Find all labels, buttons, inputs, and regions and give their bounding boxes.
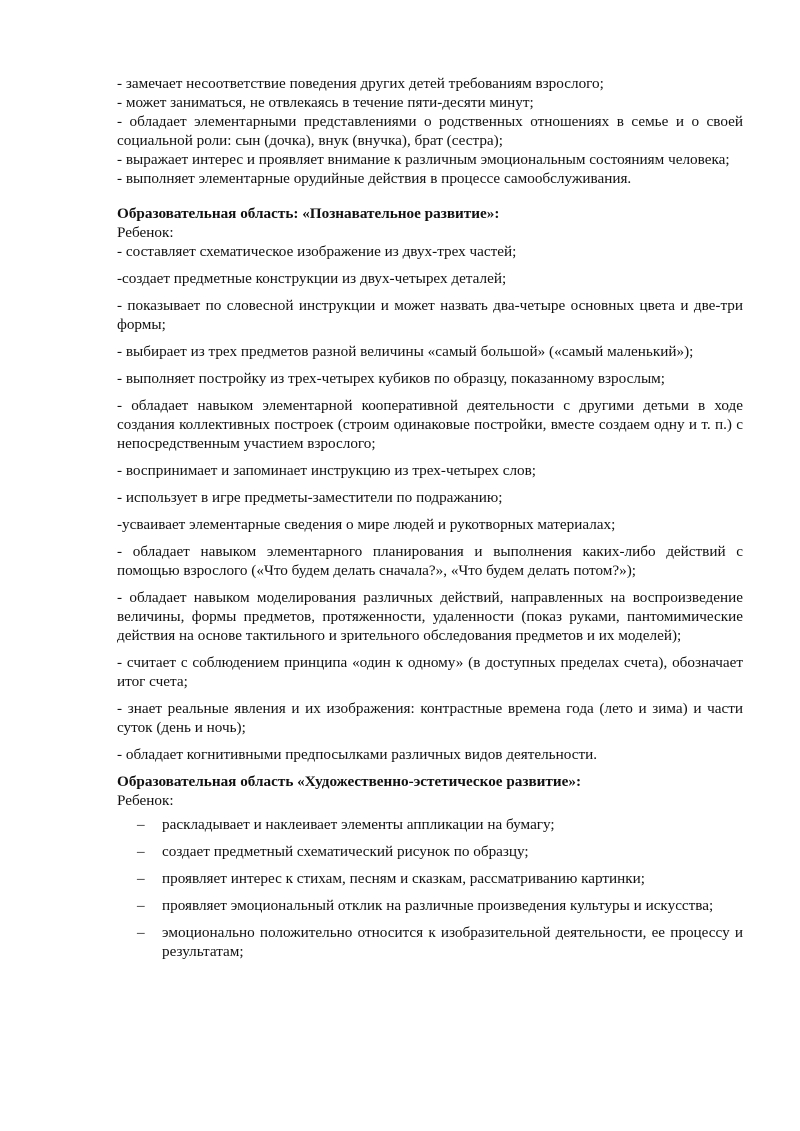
- dash-bullet: –: [137, 924, 145, 941]
- section-heading: Образовательная область «Художественно-эстетическое развитие»:: [117, 773, 582, 790]
- list-item: - воспринимает и запоминает инструкцию из трех-четырех слов;: [117, 462, 537, 479]
- list-item-text: проявляет интерес к стихам, песням и сказкам, рассматриванию картинки;: [162, 870, 646, 887]
- list-item: - обладает навыком моделирования различных действий, направленных на воспроизведение величины, формы предметов, протяженности, удаленности (показ руками, пантомимические действия на основе тактильного и зрительного обследования предметов и их моделей);: [117, 589, 743, 644]
- dash-bullet: –: [137, 816, 145, 833]
- list-item: - составляет схематическое изображение из двух-трех частей;: [117, 243, 517, 260]
- list-item: - считает с соблюдением принципа «один к одному» (в доступных пределах счета), обозначает итог счета;: [117, 654, 743, 690]
- list-item-text: раскладывает и наклеивает элементы аппликации на бумагу;: [162, 816, 555, 833]
- list-item: [117, 923, 743, 961]
- list-item: - выполняет постройку из трех-четырех кубиков по образцу, показанному взрослым;: [117, 370, 665, 387]
- dash-bullet: –: [137, 870, 145, 887]
- list-item: -усваивает элементарные сведения о мире людей и рукотворных материалах;: [117, 516, 616, 533]
- list-item-text: проявляет эмоциональный отклик на различные произведения культуры и искусства;: [162, 897, 714, 914]
- list-item-text: создает предметный схематический рисунок по образцу;: [162, 843, 529, 860]
- list-item: - обладает навыком элементарной кооперативной деятельности с другими детьми в ходе создания коллективных построек (строим одинаковые постройки, вместе создаем одну и т. п.) с непосредственным участием взрослого;: [117, 397, 743, 452]
- list-item: [117, 869, 743, 888]
- list-item: - знает реальные явления и их изображения: контрастные времена года (лето и зима) и части суток (день и ночь);: [117, 700, 743, 736]
- list-item: - может заниматься, не отвлекаясь в течение пяти-десяти минут;: [117, 94, 534, 111]
- cognitive-section: [117, 204, 743, 764]
- list-item: - выражает интерес и проявляет внимание к различным эмоциональным состояниям человека;: [117, 151, 730, 168]
- list-item: - выбирает из трех предметов разной величины «самый большой» («самый маленький»);: [117, 343, 694, 360]
- list-item: - обладает когнитивными предпосылками различных видов деятельности.: [117, 746, 598, 763]
- list-item: [117, 842, 743, 861]
- list-item: - показывает по словесной инструкции и может назвать два-четыре основных цвета и две-три формы;: [117, 297, 743, 333]
- section-subject: Ребенок:: [117, 224, 174, 241]
- dash-list: [117, 815, 743, 961]
- section-subject: Ребенок:: [117, 792, 174, 809]
- dash-bullet: –: [137, 843, 145, 860]
- list-item: [117, 896, 743, 915]
- list-item: - обладает навыком элементарного планирования и выполнения каких-либо действий с помощью взрослого («Что будем делать сначала?», «Что будем делать потом?»);: [117, 543, 743, 579]
- dash-bullet: –: [137, 897, 145, 914]
- intro-list: [117, 74, 743, 188]
- list-item: -создает предметные конструкции из двух-четырех деталей;: [117, 270, 507, 287]
- list-item-text: эмоционально положительно относится к изобразительной деятельности, ее процессу и результатам;: [162, 924, 743, 960]
- list-item: [117, 815, 743, 834]
- list-item: - замечает несоответствие поведения других детей требованиям взрослого;: [117, 75, 604, 92]
- list-item: - выполняет элементарные орудийные действия в процессе самообслуживания.: [117, 170, 632, 187]
- document-page: [117, 74, 743, 969]
- list-item: - обладает элементарными представлениями о родственных отношениях в семье и о своей социальной роли: сын (дочка), внук (внучка), брат (сестра);: [117, 113, 743, 149]
- artistic-section: [117, 772, 743, 961]
- list-item: - использует в игре предметы-заместители по подражанию;: [117, 489, 503, 506]
- section-heading: Образовательная область: «Познавательное развитие»:: [117, 205, 500, 222]
